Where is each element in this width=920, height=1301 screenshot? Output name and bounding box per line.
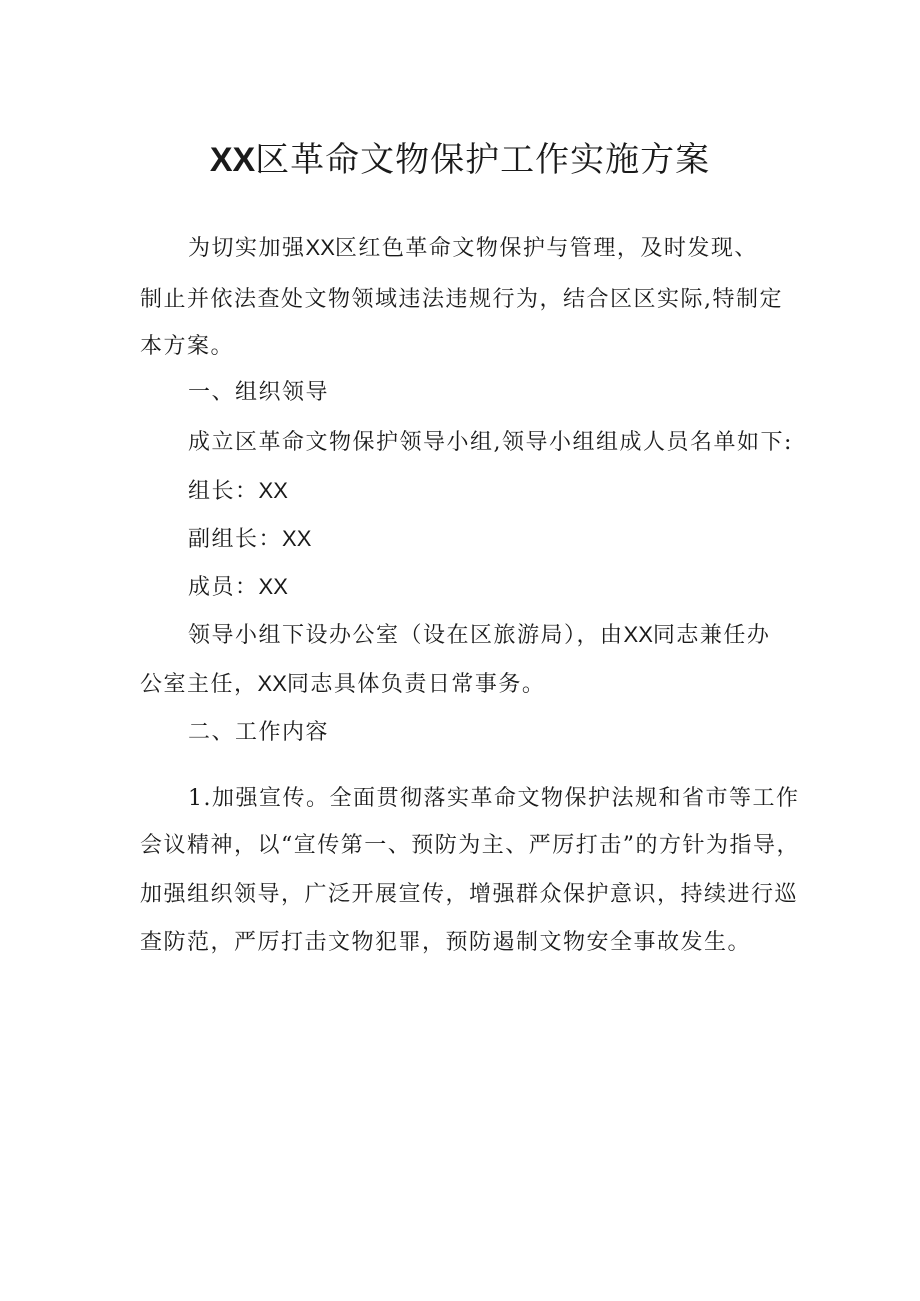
section-1-heading: 一、组织领导 [188, 380, 330, 405]
intro-text-b: 区红色革命文物保护与管理，及时发现、 [334, 236, 758, 261]
office-line-2 [140, 669, 545, 700]
office-text-d: 同志具体负责日常事务。 [286, 672, 546, 697]
intro-line-3: 本方案。 [140, 334, 235, 359]
intro-line-1 [188, 233, 758, 264]
section-2-heading: 二、工作内容 [188, 720, 330, 745]
title-prefix: XX [209, 141, 256, 179]
item-1-line-4: 查防范，严厉打击文物犯罪，预防遏制文物安全事故发生。 [140, 930, 752, 955]
office-line-1 [188, 620, 770, 651]
office-text-c: 公室主任， [140, 672, 258, 697]
office-xx-1: XX [623, 622, 653, 647]
intro-xx: XX [305, 235, 335, 260]
item-1-line-1: 1.加强宣传。全面贯彻落实革命文物保护法规和省市等工作 [188, 786, 800, 811]
item-1-line-2: 会议精神，以“宣传第一、预防为主、严厉打击”的方针为指导， [140, 833, 800, 858]
document-title [0, 136, 920, 184]
title-text: 区革命文物保护工作实施方案 [255, 140, 711, 180]
intro-line-2: 制止并依法查处文物领域违法违规行为，结合区区实际,特制定 [140, 287, 783, 312]
intro-text-a: 为切实加强 [188, 236, 306, 261]
deputy-line [188, 524, 311, 555]
section-1-paragraph: 成立区革命文物保护领导小组,领导小组组成人员名单如下: [188, 430, 793, 455]
members-label: 成员： [188, 575, 259, 600]
leader-label: 组长： [188, 479, 259, 504]
leader-value: XX [258, 478, 288, 503]
item-1-line-3: 加强组织领导，广泛开展宣传，增强群众保护意识，持续进行巡 [140, 882, 799, 907]
deputy-value: XX [282, 526, 312, 551]
office-text-b: 同志兼任办 [652, 623, 771, 648]
office-xx-2: XX [257, 671, 287, 696]
leader-line [188, 476, 288, 507]
members-line [188, 572, 288, 603]
members-value: XX [258, 574, 288, 599]
deputy-label: 副组长： [188, 527, 283, 552]
office-text-a: 领导小组下设办公室（设在区旅游局），由 [188, 623, 624, 648]
